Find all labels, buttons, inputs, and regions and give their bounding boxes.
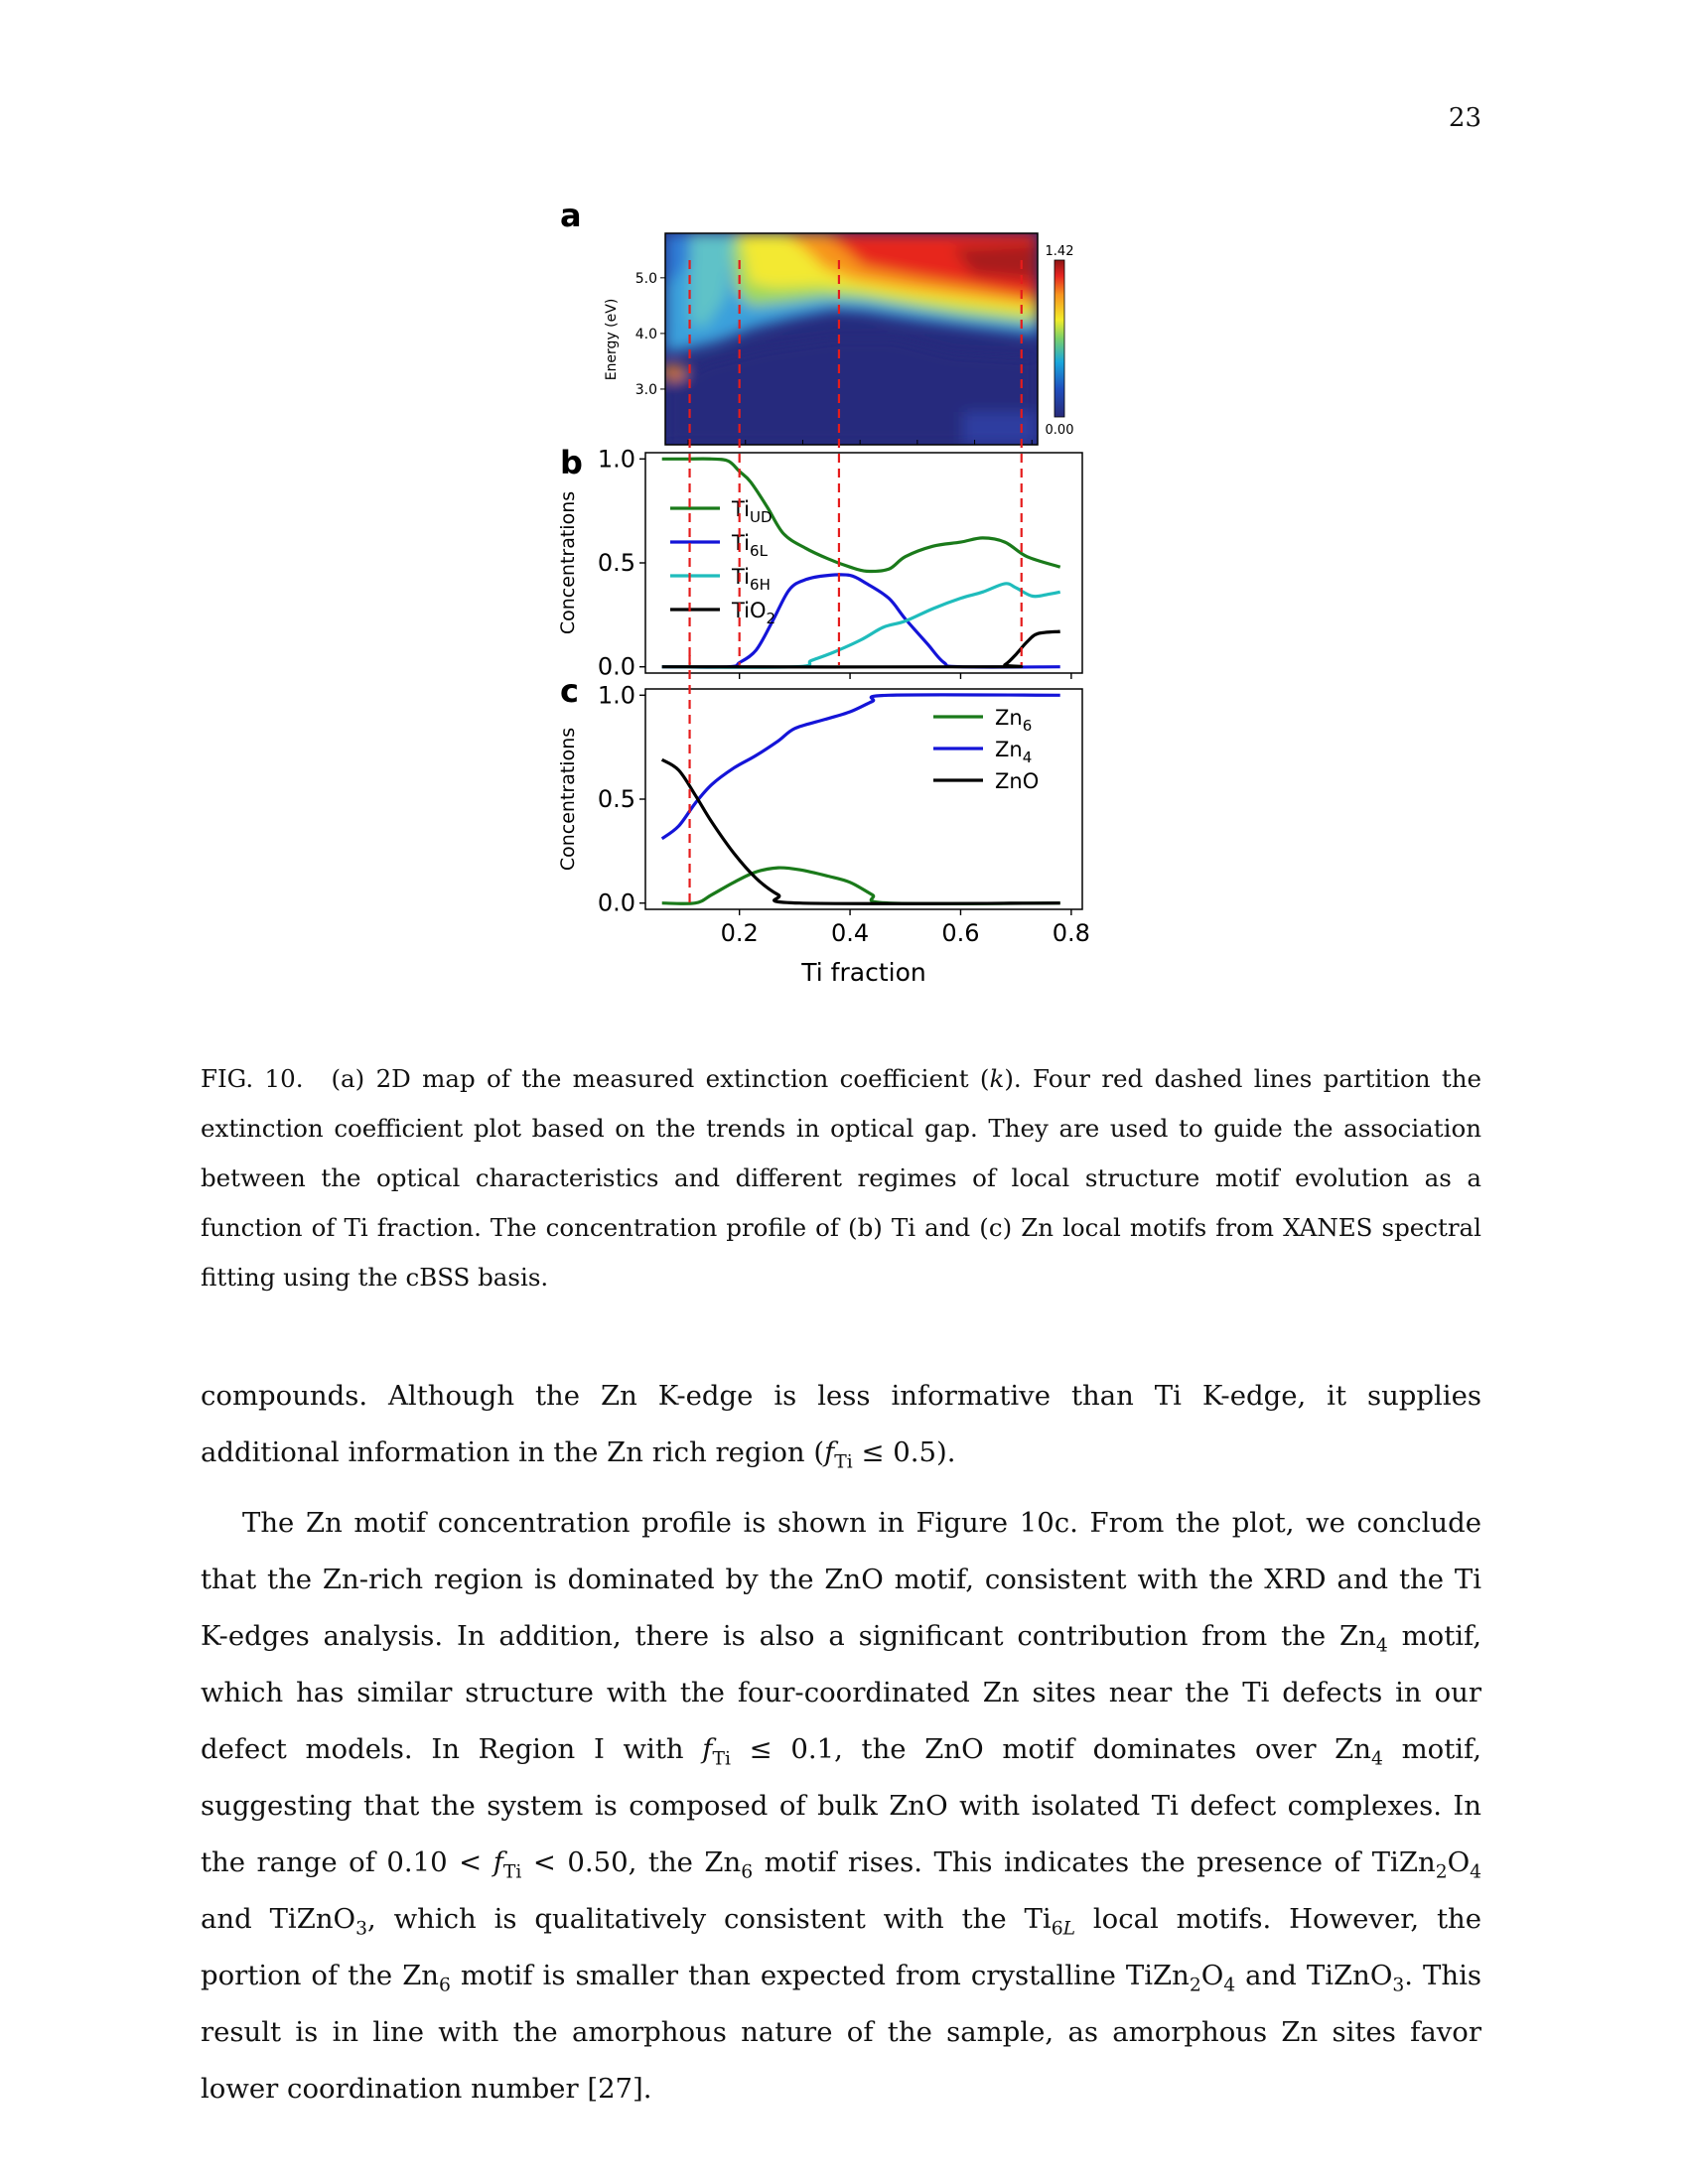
p2-text-2: motif, which has similar structure with the four-coordinated Zn sites near the Ti defects in our defect models. In Region I with [201,1620,1481,1765]
p2-text-14: . This result is in line with the amorphous nature of the sample, as amorphous Zn sites favor lower coordination number [27]. [201,1960,1481,2105]
p2-sub: 3 [355,1918,367,1940]
p2-sub: 4 [1370,1748,1383,1770]
panel-c-y-label: Concentrations [557,727,579,872]
p2-text-7: O [1447,1846,1471,1878]
body-text [201,1368,1481,2117]
p2-sub: 4 [1470,1861,1482,1883]
panel-b-y-label: Concentrations [557,490,579,635]
legend-label: $Ti_{6L}$ [732,531,768,560]
p2-text-9: , which is qualitatively consistent with the Ti [366,1903,1052,1935]
p2-math-f: f [492,1846,503,1878]
x-tick-label: 0.8 [1052,919,1090,947]
series-line-tio2 [662,631,1060,667]
colorbar-max-label: 1.42 [1045,244,1074,259]
legend-label: $Zn_4$ [995,738,1033,766]
p2-sub: 4 [1223,1975,1236,1996]
panel-label-a: a [560,197,582,234]
p2-text-12: O [1200,1960,1224,1991]
series-line-zn6 [662,868,1060,903]
p2-sub [1052,1919,1075,1940]
panel-label-c: c [560,672,579,710]
p1-math-f: f [824,1436,835,1468]
p2-text-11: motif is smaller than expected from crystalline TiZn [450,1960,1190,1991]
y-tick-label: 0.5 [597,549,635,577]
p2-sub: 6 [741,1861,754,1883]
p2-sub: 4 [1375,1635,1388,1657]
p2-sub: 6 [439,1975,451,1996]
heatmap-y-tick-label: 3.0 [634,381,657,398]
p2-sub: Ti [712,1748,731,1770]
caption-text-2: ). Four red dashed lines partition the extinction coefficient plot based on the trends in optical gap. They are used to guide the association between the optical characteristics and different regimes of local structure motif evolution as a function of Ti fraction. The concentration profile of (b) Ti and (c) Zn local motifs from XANES spectral fitting using the cBSS basis. [201,1064,1481,1292]
p1-math-sub-ti: Ti [834,1451,853,1473]
p2-text-3: ≤ 0.1, the ZnO motif dominates over Zn [730,1733,1371,1765]
panel-c-legend [933,706,1039,793]
p2-text-1: The Zn motif concentration profile is shown in Figure 10c. From the plot, we conclude that the Zn-rich region is dominated by the ZnO motif, consistent with the XRD and the Ti K-edges analysis. In addition, there is also a significant contribution from the Zn [201,1507,1481,1652]
p2-sub-italic: L [1062,1918,1075,1940]
extinction-heatmap [661,233,1038,445]
y-tick-label: 0.0 [597,888,635,917]
paragraph-1 [201,1368,1481,1481]
p2-sub-digit: 6 [1051,1918,1063,1940]
figure-10-plots [536,189,1152,1013]
legend-label: TiO$_2$ [732,599,776,627]
legend-label: $Zn_6$ [995,706,1033,735]
series-line-ti6h [662,584,1060,667]
colorbar [1055,260,1064,417]
series-line-ti6l [662,575,1060,667]
x-tick-label: 0.6 [941,919,980,947]
panel-b-legend [670,497,775,627]
series-line-tiud [662,459,1060,571]
p2-sub: 2 [1189,1975,1201,1996]
p2-text-5: < 0.50, the Zn [521,1846,742,1878]
figure-caption [201,1054,1481,1302]
y-tick-label: 1.0 [597,681,635,710]
y-tick-label: 0.0 [597,652,635,681]
legend-label: ZnO [995,769,1040,793]
panel-b-series [662,459,1060,667]
heatmap-y-tick-label: 5.0 [634,270,657,287]
legend-label: $Ti_{6H}$ [732,565,771,594]
y-tick-label: 1.0 [597,445,635,474]
caption-text-1: (a) 2D map of the measured extinction coefficient ( [331,1064,990,1093]
x-axis-label: Ti fraction [801,958,926,987]
paragraph-2 [201,1495,1481,2117]
heatmap-y-tick-label: 4.0 [634,326,657,342]
page-number: 23 [1448,103,1481,133]
p2-sub: 2 [1435,1861,1448,1883]
p1-text-2: ≤ 0.5). [852,1436,956,1468]
x-tick-label: 0.2 [720,919,759,947]
p1-text-1: compounds. Although the Zn K-edge is less informative than Ti K-edge, it supplies additional information in the Zn rich region ( [201,1380,1481,1468]
p2-text-8: and TiZnO [201,1903,356,1935]
caption-math-k: k [989,1064,1005,1093]
x-tick-label: 0.4 [830,919,870,947]
figure-10 [536,189,1152,1013]
y-tick-label: 0.5 [597,785,635,813]
p2-text-4: motif, suggesting that the system is composed of bulk ZnO with isolated Ti defect complexes. In the range of 0.10 < [201,1733,1481,1878]
caption-label: FIG. 10. [201,1064,304,1093]
legend-label: $Ti_{UD}$ [732,497,773,526]
p2-sub: 3 [1392,1975,1405,1996]
panel-label-b: b [560,444,583,481]
p2-math-f: f [702,1733,713,1765]
p2-text-13: and TiZnO [1235,1960,1393,1991]
p2-sub: Ti [502,1861,522,1883]
p2-text-10: local motifs. However, the portion of the Zn [201,1903,1482,1991]
colorbar-min-label: 0.00 [1045,423,1074,438]
heatmap-y-label: Energy (eV) [604,298,620,381]
p2-text-6: motif rises. This indicates the presence of TiZn [753,1846,1436,1878]
